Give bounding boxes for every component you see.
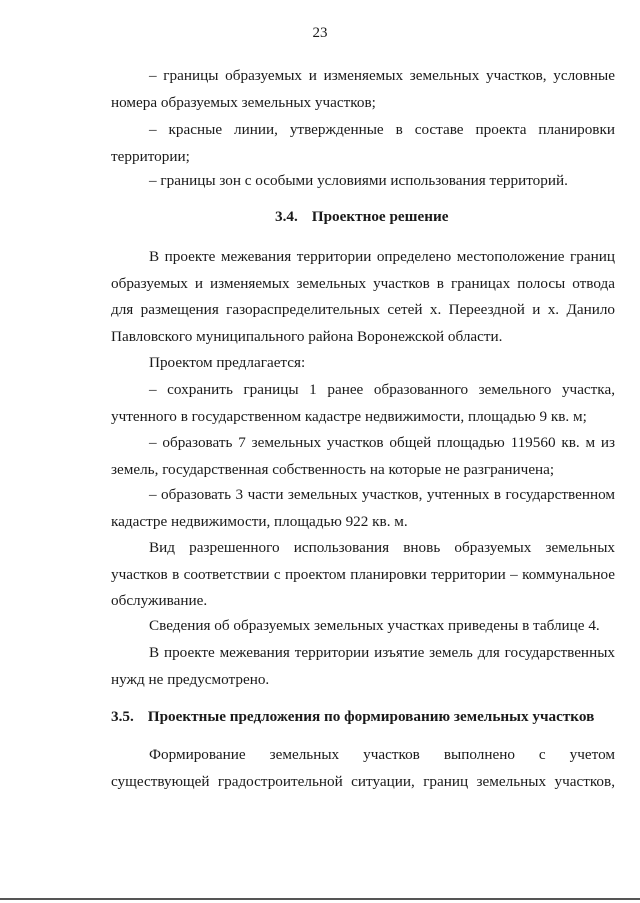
section-number: 3.4. bbox=[275, 208, 298, 225]
section-number: 3.5. bbox=[111, 708, 134, 725]
paragraph-no-seizure: В проекте межевания территории изъятие земель для государственных нужд не предусмотрено. bbox=[111, 644, 615, 688]
paragraph-table-reference: Сведения об образуемых земельных участках приведены в таблице 4. bbox=[149, 617, 600, 634]
list-item-special-zones: – границы зон с особыми условиями использования территорий. bbox=[149, 172, 568, 189]
paragraph-keep-boundaries: – сохранить границы 1 ранее образованного земельного участка, учтенного в государственном кадастре недвижимости, площадью 9 кв. м; bbox=[111, 381, 615, 425]
section-heading-3-4 bbox=[275, 207, 448, 227]
section-title: Проектное решение bbox=[311, 208, 449, 225]
paragraph-plot-formation: Формирование земельных участков выполнено с учетом существующей градостроительной ситуации, границ земельных участков, bbox=[111, 746, 615, 790]
list-item-boundaries: – границы образуемых и изменяемых земельных участков, условные номера образуемых земельных участков; bbox=[111, 67, 615, 111]
paragraph-form-plots: – образовать 7 земельных участков общей площадью 119560 кв. м из земель, государственная собственность на которые не разграничена; bbox=[111, 434, 615, 478]
page-number: 23 bbox=[312, 25, 328, 41]
list-item-red-lines: – красные линии, утвержденные в составе проекта планировки территории; bbox=[111, 121, 615, 165]
paragraph-permitted-use: Вид разрешенного использования вновь образуемых земельных участков в соответствии с проектом планировки территории – коммунальное обслуживание. bbox=[111, 539, 615, 609]
section-title: Проектные предложения по формированию земельных участков bbox=[147, 708, 595, 725]
paragraph-proposals-intro: Проектом предлагается: bbox=[149, 354, 306, 371]
paragraph-project-description: В проекте межевания территории определено местоположение границ образуемых и изменяемых земельных участков в границах полосы отвода для размещения газораспределительных сетей х. Переездной и х. Данило Павловского муниципального района Воронежской области. bbox=[111, 248, 615, 345]
scan-edge-line bbox=[0, 898, 640, 900]
paragraph-form-parts: – образовать 3 части земельных участков, учтенных в государственном кадастре недвижимости, площадью 922 кв. м. bbox=[111, 486, 615, 530]
section-heading-3-5 bbox=[111, 707, 594, 727]
